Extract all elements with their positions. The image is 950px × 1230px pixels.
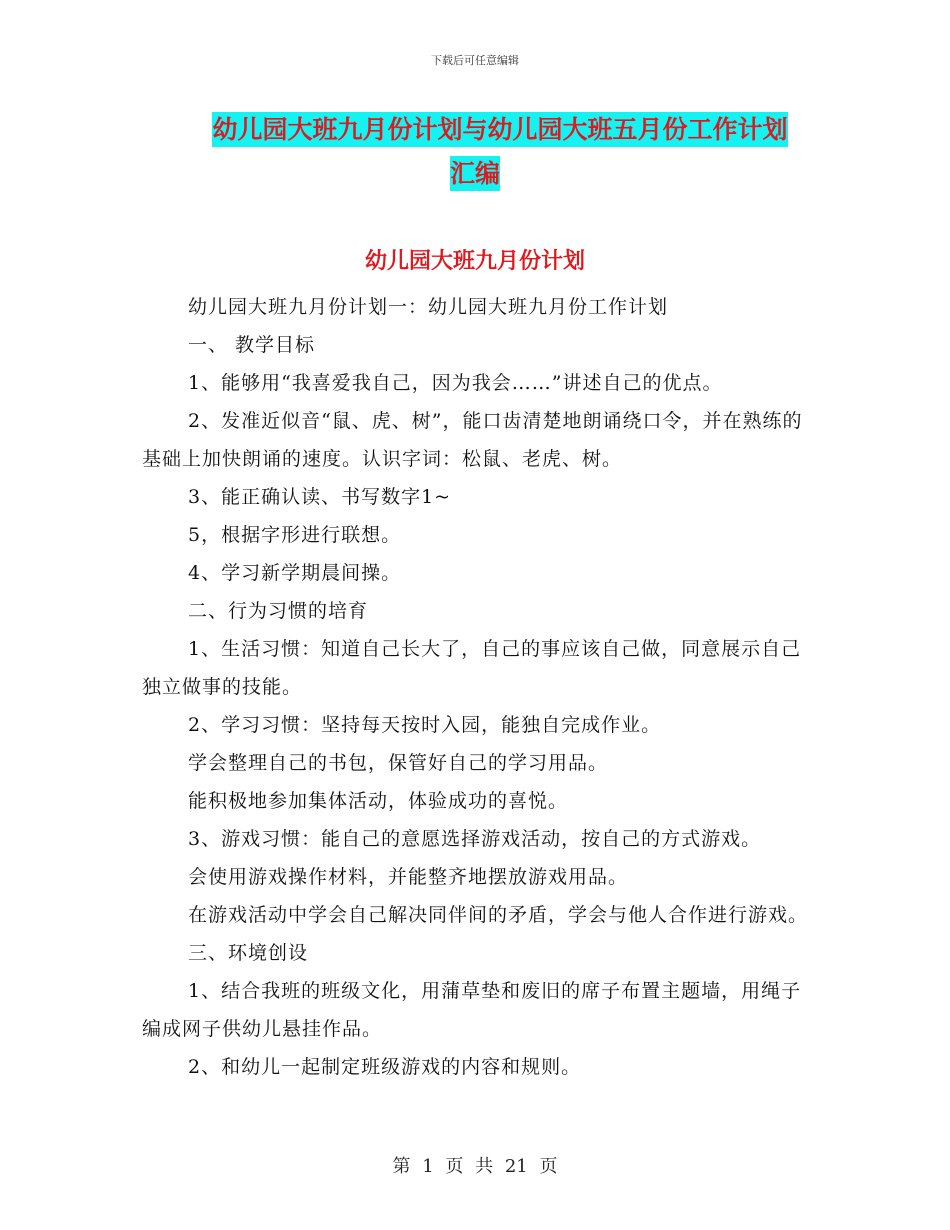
- paragraph: 1、结合我班的班级文化，用蒲草垫和废旧的席子布置主题墙，用绳子编成网子供幼儿悬挂作品。: [142, 980, 802, 1040]
- document-title-line-1: [25, 108, 950, 152]
- document-title-line-2: [0, 152, 950, 196]
- document-body: [142, 288, 812, 1086]
- paragraph: 5，根据字形进行联想。: [188, 524, 402, 546]
- document-title-text-2: 汇编: [450, 156, 500, 191]
- paragraph: 一、 教学目标: [188, 334, 316, 356]
- paragraph: 2、和幼儿一起制定班级游戏的内容和规则。: [188, 1056, 582, 1078]
- document-title-text-1: 幼儿园大班九月份计划与幼儿园大班五月份工作计划: [212, 112, 787, 147]
- paragraph: 1、能够用“我喜爱我自己，因为我会……”讲述自己的优点。: [188, 372, 723, 394]
- paragraph: 在游戏活动中学会自己解决同伴间的矛盾，学会与他人合作进行游戏。: [188, 904, 809, 926]
- header-note: 下载后可任意编辑: [431, 54, 519, 67]
- paragraph: 3、游戏习惯：能自己的意愿选择游戏活动，按自己的方式游戏。: [188, 828, 762, 850]
- paragraph: 学会整理自己的书包，保管好自己的学习用品。: [188, 752, 609, 774]
- paragraph: 三、环境创设: [188, 942, 309, 964]
- page-number-footer: 第 1 页 共 21 页: [392, 1156, 558, 1177]
- paragraph: 会使用游戏操作材料，并能整齐地摆放游戏用品。: [188, 866, 629, 888]
- section-title: 幼儿园大班九月份计划: [364, 249, 585, 274]
- paragraph: 二、行为习惯的培育: [188, 600, 369, 622]
- paragraph: 3、能正确认读、书写数字1~: [188, 486, 452, 508]
- paragraph: 2、学习习惯：坚持每天按时入园，能独自完成作业。: [188, 714, 662, 736]
- paragraph: 1、生活习惯：知道自己长大了，自己的事应该自己做，同意展示自己独立做事的技能。: [142, 638, 802, 698]
- paragraph: 幼儿园大班九月份计划一：幼儿园大班九月份工作计划: [188, 296, 669, 318]
- paragraph: 能积极地参加集体活动，体验成功的喜悦。: [188, 790, 569, 812]
- paragraph: 4、学习新学期晨间操。: [188, 562, 402, 584]
- paragraph: 2、发准近似音“鼠、虎、树”，能口齿清楚地朗诵绕口令，并在熟练的基础上加快朗诵的速度。认识字词：松鼠、老虎、树。: [142, 410, 803, 470]
